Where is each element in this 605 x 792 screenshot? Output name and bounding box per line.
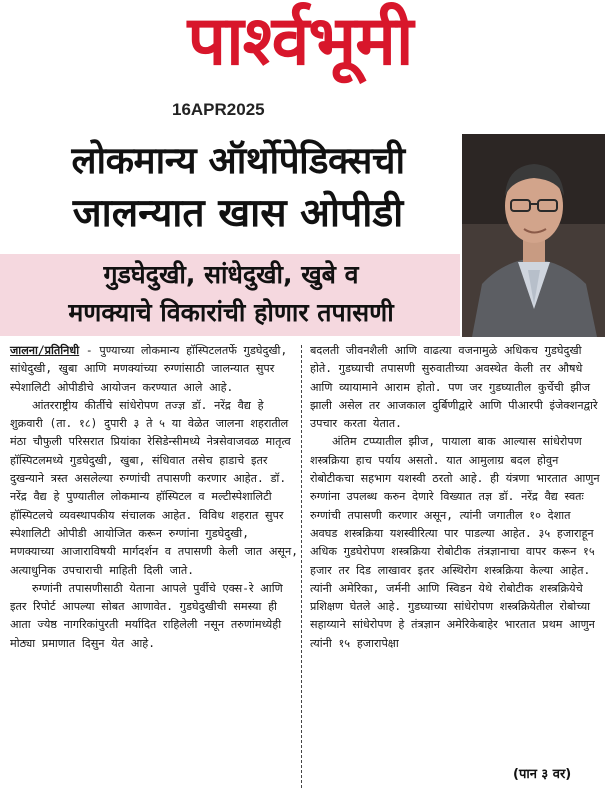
portrait-illustration xyxy=(462,134,605,337)
paragraph-text: - पुण्याच्या लोकमान्य हॉस्पिटलतर्फे गुडघेदुखी, सांधेदुखी, खुबा आणि मणक्यांच्या रुग्णांसाठी जालन्यात सुपर स्पेशालिटी ओपीडीचे आयोजन करण्यात आले आहे. xyxy=(10,344,288,394)
headline-line-1: लोकमान्य ऑर्थोपेडिक्सची xyxy=(71,139,405,182)
paragraph xyxy=(10,342,298,397)
continued-on-page: (पान ३ वर) xyxy=(513,767,572,782)
publication-date: 16APR2025 xyxy=(172,100,265,119)
paragraph: आंतरराष्ट्रीय कीर्तीचे सांधेरोपण तज्ज्ञ डॉ. नरेंद्र वैद्य हे शुक्रवारी (ता. १८) दुपारी ३ ते ५ या वेळेत जालना शहरातील मंठा चौफुली परिसरात प्रियांका रेसिडेन्सीमध्ये नेत्रसेवाजवळ मातृत्व हॉस्पिटलमध्ये गुडघेदुखी, खुबा, संधिवात तसेच हाडाचे इतर दुखन्याने त्रस्त असलेल्या रुग्णांची तपासणी करणार आहेत. डॉ. नरेंद्र वैद्य हे पुण्यातील लोकमान्य हॉस्पिटल व मल्टीस्पेशालिटी हॉस्पिटलचे व्यवस्थापकीय संचालक आहेत. विविध शहरात सुपर स्पेशालिटी ओपीडी आयोजित करून रुग्णांना गुडघेदुखी, मणक्याच्या आजाराविषयी मार्गदर्शन व तपासणी केली जात असून, अत्याधुनिक उपचाराची माहिती दिली जाते. xyxy=(10,398,298,577)
paragraph: बदलती जीवनशैली आणि वाढत्या वजनामुळे अधिकच गुडघेदुखी होते. गुडघ्याची तपासणी सुरुवातीच्या अवस्थेत केली तर औषधे आणि व्यायामाने आराम होतो. पण जर गुडघ्यातील कुर्चेची झीज झाली असेल तर आजकाल दुर्बिणीद्वारे आणि पीआरपी इंजेक्शनद्वारे उपचार करता येतात. xyxy=(310,344,598,431)
dateline: जालना/प्रतिनिधी xyxy=(10,344,80,357)
article-subhead xyxy=(8,256,454,332)
article-column-right xyxy=(310,342,600,653)
headline-line-2: जालन्यात खास ओपीडी xyxy=(72,191,404,236)
paragraph: रुग्णांनी तपासणीसाठी येताना आपले पुर्वीचे एक्स-रे आणि इतर रिपोर्ट आपल्या सोबत आणावेत. गुडघेदुखीची समस्या ही आता ज्येष्ठ नागरिकांपुरती मर्यादित राहिलेली नसून तरुणांमध्येही मोठ्या प्रमाणात दिसुन येत आहे. xyxy=(10,581,283,650)
article-headline xyxy=(6,134,470,240)
subhead-line-2: मणक्याचे विकारांची होणार तपासणी xyxy=(68,298,394,327)
paragraph: अंतिम टप्प्यातील झीज, पायाला बाक आल्यास सांधेरोपण शस्त्रक्रिया हाच पर्याय असतो. यात आमुलाग्र बदल होवुन रोबोटीकचा सहभाग यशस्वी ठरतो आहे. ही यंत्रणा भारतात आणुन रुग्णांना उपलब्ध करुन देणारे विख्यात तज्ञ डॉ. नरेंद्र वैद्य स्वतः रुग्णांची तपासणी करणार असून, त्यांनी जगातील १० देशात अवघड शस्त्रक्रिया यशस्वीरित्या पार पाडल्या आहेत. ३५ हजाराहून अधिक गुडघेरोपण शस्त्रक्रिया रोबोटीक तंत्रज्ञानाचा वापर करून १५ हजार तर दिड लाखावर इतर अस्थिरोग शस्त्रक्रिया केल्या आहेत. त्यांनी अमेरिका, जर्मनी आणि स्विडन येथे रोबोटीक शस्त्रक्रियेचे प्रशिक्षण घेतले आहे. गुडघ्याच्या सांधेरोपण शस्त्रक्रियेतील रोबोच्या सहाय्याने सांधेरोपण हे तंत्रज्ञान अमेरिकेबाहेर भारतात प्रथम आणुन त्यांनी १५ हजारापेक्षा xyxy=(310,435,600,650)
column-divider xyxy=(301,345,302,788)
newspaper-logo: पार्श्वभूमी xyxy=(187,2,413,81)
author-photo xyxy=(462,134,605,337)
subhead-line-1: गुडघेदुखी, सांधेदुखी, खुबे व xyxy=(103,260,359,289)
masthead xyxy=(0,0,605,119)
article-column-left xyxy=(10,342,298,653)
